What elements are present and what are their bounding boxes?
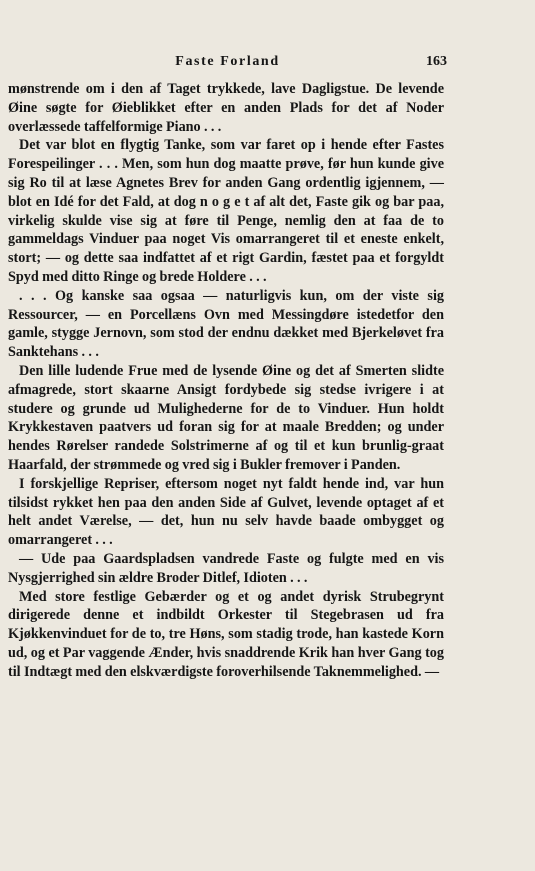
paragraph: Den lille ludende Frue med de lysende Øine og det af Smerten slidte afmagrede, stort skaarne Ansigt fordybede sig stedse ivrigere i at studere og grunde ud Mulighederne for de to Vinduer. Hun holdt Krykkestaven paatvers ud foran sig for at maale Bredden; og under hendes Rørelser randede Solstrimerne af og til et kun brunlig-graat Haarfald, der strømmede og vred sig i Bukler fremover i Panden. [8, 362, 444, 473]
paragraph-continuation: mønstrende om i den af Taget trykkede, lave Dagligstue. De levende Øine søgte for Øieblikket efter en anden Plads for det af Noder overlæssede taffelformige Piano . . . [8, 81, 444, 135]
body-text [8, 80, 444, 682]
paragraph: . . . Og kanske saa ogsaa — naturligvis kun, om der viste sig Ressourcer, — en Porcellæns Ovn med Messingdøre istedetfor den gamle, stygge Jernovn, som stod der endnu dækket med Bjerkeløvet fra Sanktehans . . . [8, 287, 444, 361]
page-number: 163 [426, 54, 447, 69]
paragraph: Med store festlige Gebærder og et og andet dyrisk Strubegrynt dirigerede denne et indbildt Orkester til Stegebrasen ud fra Kjøkkenvinduet for de to, tre Høns, som stadig trode, han kastede Korn ud, og et Par vaggende Ænder, hvis snaddrende Krik han hver Gang tog til Indtægt med den elskværdigste foroverhilsende Taknemmelighed. — [8, 588, 444, 680]
running-head [8, 52, 447, 72]
paragraph: — Ude paa Gaardspladsen vandrede Faste og fulgte med en vis Nysgjerrighed sin ældre Broder Ditlef, Idioten . . . [8, 550, 444, 586]
paragraph: Det var blot en flygtig Tanke, som var faret op i hende efter Fastes Forespeilinger . . . Men, som hun dog maatte prøve, før hun kunde give sig Ro til at læse Agnetes Brev for anden Gang ordentlig igjennem, — blot en Idé for det Fald, at dog n o g e t af alt det, Faste gik og bar paa, virkelig skulde vise sig at føre til Penge, nemlig den at faa de to gammeldags Vinduer paa noget Vis omarrangeret til et eneste enkelt, stort; — og dette saa indfattet af et rigt Gardin, fæstet paa et forgyldt Spyd med ditto Ringe og brede Holdere . . . [8, 137, 444, 285]
paragraph: I forskjellige Repriser, eftersom noget nyt faldt hende ind, var hun tilsidst rykket hen paa den anden Side af Gulvet, levende optaget af et helt andet Værelse, — det, hun nu selv havde baade ombygget og omarrangeret . . . [8, 475, 444, 549]
running-title: Faste Forland [175, 54, 280, 69]
